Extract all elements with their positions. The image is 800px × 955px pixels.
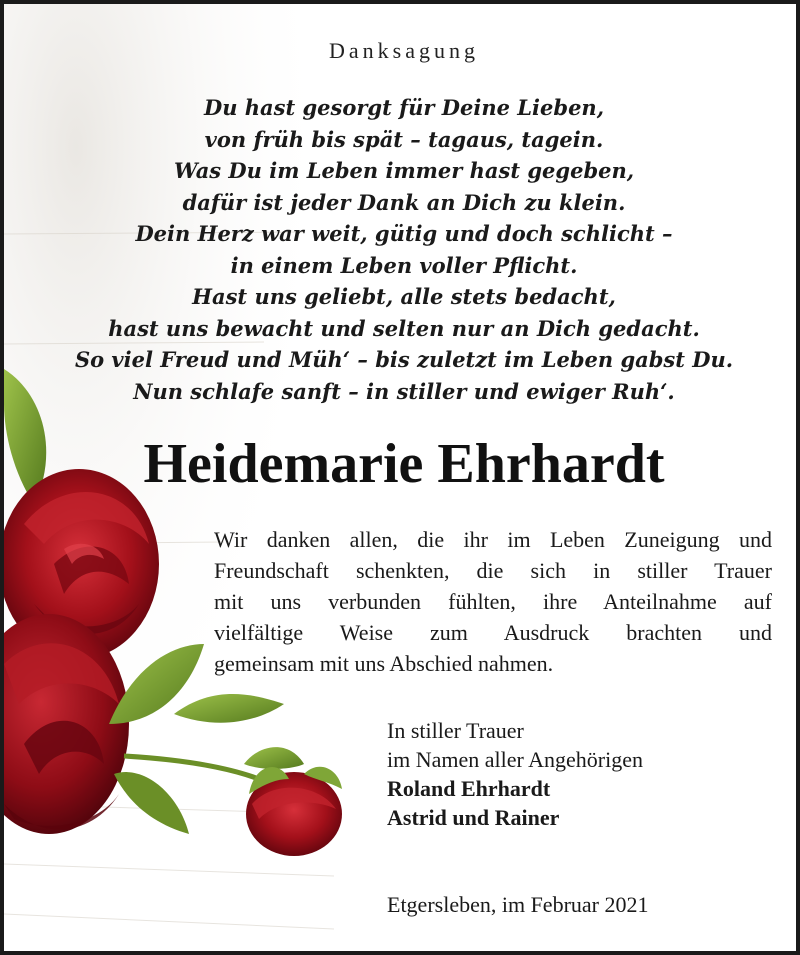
notice-heading: Danksagung — [329, 38, 479, 63]
mourner-name: Roland Ehrhardt — [387, 776, 551, 801]
poem-line: dafür ist jeder Dank an Dich zu klein. — [182, 189, 626, 215]
poem-line: Dein Herz war weit, gütig und doch schlicht – — [135, 221, 673, 246]
thanks-paragraph — [214, 524, 772, 679]
memorial-poem — [4, 92, 800, 407]
deceased-name: Heidemarie Ehrhardt — [143, 433, 665, 495]
poem-line: So viel Freud und Müh‘ – bis zuletzt im Leben gabst Du. — [74, 347, 734, 372]
mourner-name: Astrid und Rainer — [387, 805, 560, 830]
signoff-line: im Namen aller Angehörigen — [387, 747, 643, 772]
mourners-signoff — [387, 716, 643, 832]
thanks-line: Freundschaft schenkten, die sich in stiller Trauer — [214, 558, 772, 583]
poem-line: von früh bis spät – tagaus, tagein. — [204, 126, 604, 152]
poem-line: hast uns bewacht und selten nur an Dich gedacht. — [108, 315, 700, 341]
thanks-line: Wir danken allen, die ihr im Leben Zuneigung und — [214, 527, 772, 552]
poem-line: Was Du im Leben immer hast gegeben, — [173, 158, 635, 183]
signoff-line: In stiller Trauer — [387, 718, 524, 743]
notice-content — [4, 4, 800, 955]
poem-line: Du hast gesorgt für Deine Lieben, — [203, 95, 605, 120]
poem-line: in einem Leben voller Pflicht. — [230, 252, 578, 278]
poem-line: Nun schlafe sanft – in stiller und ewiger Ruh‘. — [133, 378, 675, 404]
place-and-date: Etgersleben, im Februar 2021 — [387, 892, 649, 917]
poem-line: Hast uns geliebt, alle stets bedacht, — [192, 284, 616, 309]
thanks-line: mit uns verbunden fühlten, ihre Anteilnahme auf — [214, 589, 772, 614]
thanks-line: gemeinsam mit uns Abschied nahmen. — [214, 651, 554, 676]
thanks-line: vielfältige Weise zum Ausdruck brachten und — [214, 620, 772, 645]
